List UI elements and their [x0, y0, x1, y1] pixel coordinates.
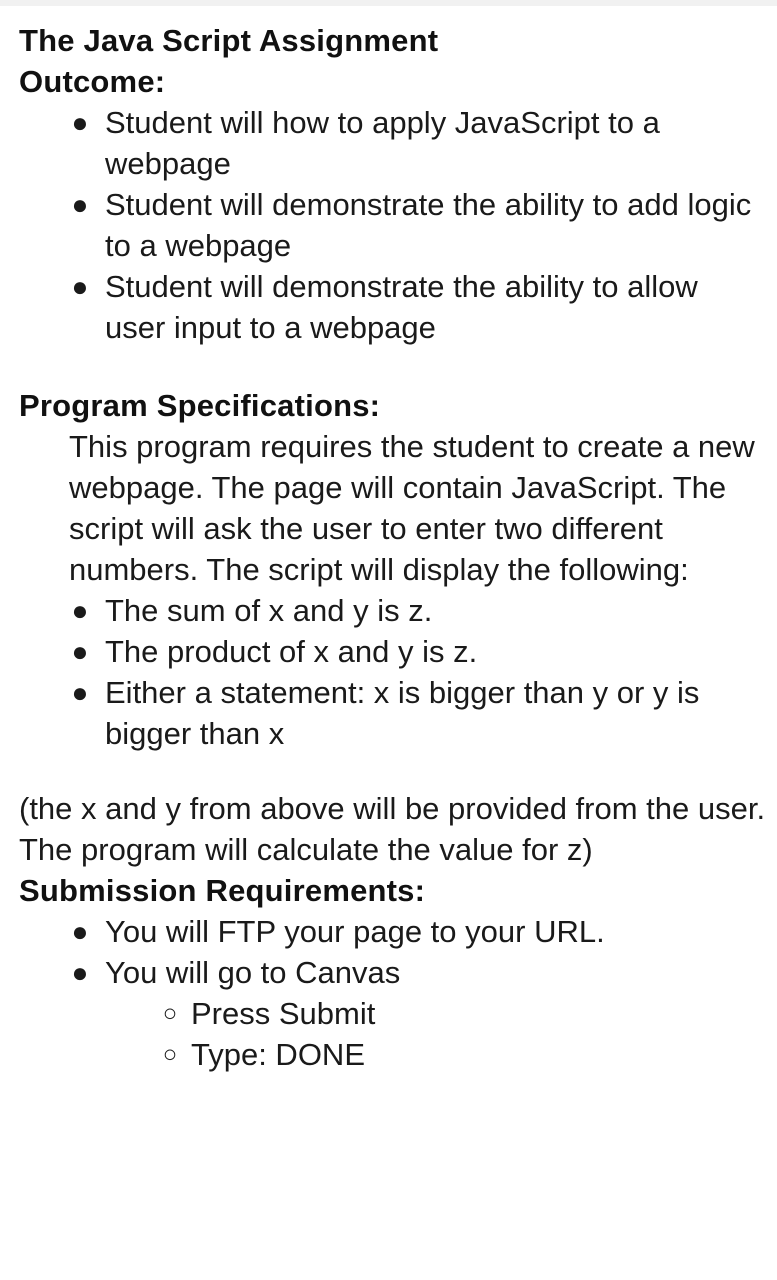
- specification-item: [19, 631, 765, 672]
- submission-sublist: [105, 993, 764, 1075]
- hollow-bullet-icon: ○: [162, 1000, 178, 1027]
- page-title: The Java Script Assignment: [19, 23, 439, 58]
- bullet-icon: ●: [71, 957, 89, 988]
- specification-item: [19, 590, 765, 631]
- specifications-heading: Program Specifications:: [19, 388, 381, 423]
- outcome-item: [19, 102, 755, 184]
- bullet-icon: ●: [71, 595, 89, 626]
- outcome-item-text: Student will demonstrate the ability to allow user input to a webpage: [105, 269, 698, 345]
- submission-item: [19, 911, 764, 952]
- submission-list: [19, 911, 764, 1075]
- specification-item-text: The product of x and y is z.: [105, 634, 478, 669]
- outcome-item: [19, 184, 755, 266]
- bullet-icon: ●: [71, 636, 89, 667]
- submission-subitem-text: Press Submit: [191, 996, 376, 1031]
- submission-subitem-text: Type: DONE: [191, 1037, 365, 1072]
- bullet-icon: ●: [71, 189, 89, 220]
- outcome-heading: Outcome:: [19, 64, 166, 99]
- specification-item-text: Either a statement: x is bigger than y or y is bigger than x: [105, 675, 700, 751]
- specification-item-text: The sum of x and y is z.: [105, 593, 433, 628]
- document: [19, 20, 764, 1075]
- bullet-icon: ●: [71, 677, 89, 708]
- specification-item: [19, 672, 765, 754]
- specifications-list: [19, 590, 764, 754]
- outcome-item: [19, 266, 755, 348]
- specifications-paragraph: This program requires the student to create a new webpage. The page will contain JavaScript. The script will ask the user to enter two different numbers. The script will display the following:: [69, 429, 755, 587]
- hollow-bullet-icon: ○: [162, 1041, 178, 1068]
- submission-item: [19, 952, 764, 1075]
- specifications-note: (the x and y from above will be provided from the user. The program will calculate the value for z): [19, 791, 766, 867]
- outcome-list: [19, 102, 764, 348]
- submission-heading: Submission Requirements:: [19, 873, 426, 908]
- bullet-icon: ●: [71, 271, 89, 302]
- bullet-icon: ●: [71, 916, 89, 947]
- submission-item-text: You will go to Canvas: [105, 955, 401, 990]
- submission-item-text: You will FTP your page to your URL.: [105, 914, 605, 949]
- outcome-item-text: Student will how to apply JavaScript to a webpage: [105, 105, 660, 181]
- outcome-item-text: Student will demonstrate the ability to add logic to a webpage: [105, 187, 752, 263]
- submission-subitem: [105, 993, 764, 1034]
- bullet-icon: ●: [71, 107, 89, 138]
- submission-subitem: [105, 1034, 764, 1075]
- top-divider: [0, 0, 777, 6]
